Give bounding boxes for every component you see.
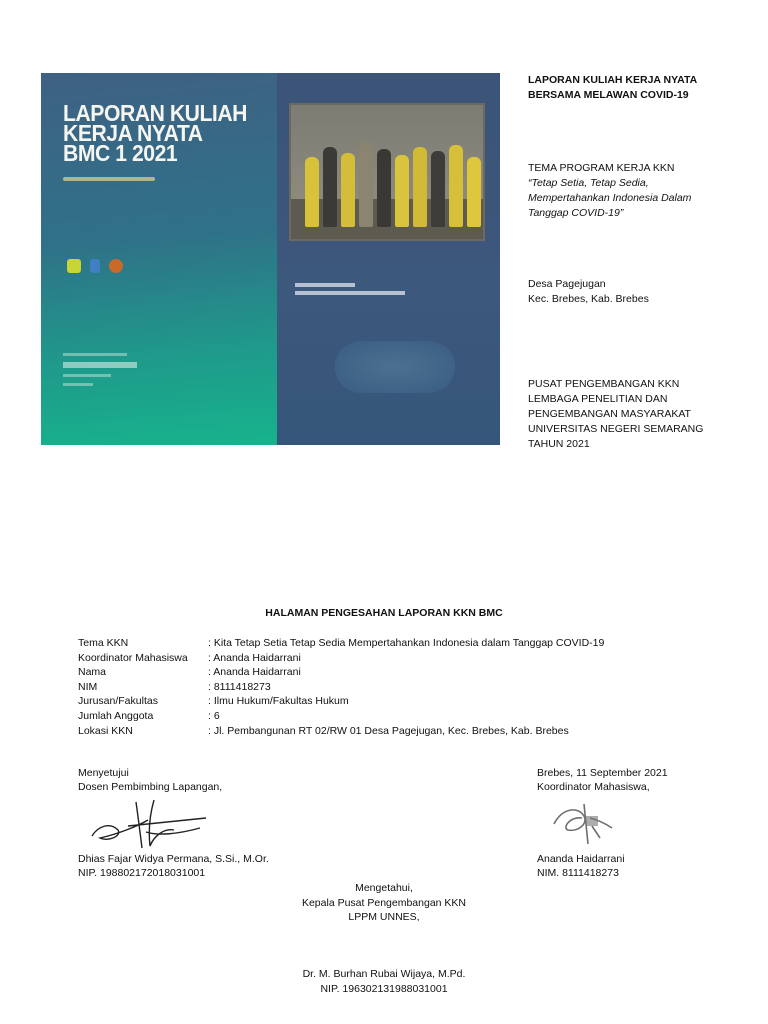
info-label: Jurusan/Fakultas	[78, 695, 158, 708]
cover-title	[63, 100, 247, 166]
info-label: Koordinator Mahasiswa	[78, 651, 188, 664]
info-value: : Ananda Haidarrani	[208, 666, 301, 679]
brebes-logo-icon	[109, 259, 123, 273]
info-label: Tema KKN	[78, 637, 129, 649]
info-value: : 8111418273	[208, 680, 271, 693]
location: Desa Pagejugan Kec. Brebes, Kab. Brebes	[528, 278, 649, 305]
approval-heading: HALAMAN PENGESAHAN LAPORAN KKN BMC	[265, 607, 503, 619]
acknowledgement-block: Mengetahui, Kepala Pusat Pengembangan KKN LPPM UNNES,	[301, 882, 467, 923]
cover-title-line: KERJA NYATA	[63, 120, 203, 146]
coordinator-name: Ananda Haidarrani	[537, 853, 625, 865]
group-photo	[289, 103, 485, 241]
coordinator-signature-icon	[548, 798, 618, 850]
info-label: Lokasi KKN	[78, 724, 133, 737]
program-theme: TEMA PROGRAM KERJA KKN “Tetap Setia, Tetap Sedia, Mempertahankan Indonesia Dalam Tanggap COVID-19”	[528, 162, 692, 219]
supervisor-approval-label: Menyetujui	[78, 767, 129, 779]
photo-caption-blur	[295, 283, 405, 295]
info-value: : Jl. Pembangunan RT 02/RW 01 Desa Pagejugan, Kec. Brebes, Kab. Brebes	[208, 724, 569, 737]
cover-title-line: BMC 1 2021	[63, 140, 178, 166]
coordinator-role: Koordinator Mahasiswa,	[537, 781, 650, 793]
cover-title-line: LAPORAN KULIAH	[63, 100, 247, 126]
cover-logos	[67, 259, 129, 273]
head-signatory	[0, 967, 768, 996]
unnes-logo-icon	[67, 259, 81, 273]
coordinator-nim: NIM. 8111418273	[537, 867, 619, 879]
info-value: : Ilmu Hukum/Fakultas Hukum	[208, 695, 349, 708]
supervisor-name: Dhias Fajar Widya Permana, S.Si., M.Or.	[78, 853, 269, 865]
supervisor-nip: NIP. 198802172018031001	[78, 867, 206, 879]
cover-footer-blur	[63, 353, 137, 386]
partner-logo-icon	[90, 259, 100, 273]
head-name: Dr. M. Burhan Rubai Wijaya, M.Pd.	[302, 968, 466, 980]
info-label: NIM	[78, 680, 98, 693]
supervisor-signature-icon	[88, 796, 218, 854]
info-value: : Kita Tetap Setia Tetap Sedia Mempertahankan Indonesia dalam Tanggap COVID-19	[208, 637, 605, 649]
cover-image	[41, 73, 500, 445]
cover-subtitle-blur	[63, 177, 155, 181]
info-label: Nama	[78, 666, 107, 679]
cover-left-panel	[41, 73, 277, 445]
info-value: : Ananda Haidarrani	[208, 651, 301, 664]
sign-date: Brebes, 11 September 2021	[537, 767, 668, 779]
info-value: : 6	[208, 709, 220, 722]
institution: PUSAT PENGEMBANGAN KKN LEMBAGA PENELITIAN DAN PENGEMBANGAN MASYARAKAT UNIVERSITAS NEGERI SEMARANG TAHUN 2021	[528, 378, 704, 450]
supervisor-role: Dosen Pembimbing Lapangan,	[78, 781, 223, 793]
cover-decoration	[335, 341, 455, 393]
cover-right-panel	[277, 73, 500, 445]
info-label: Jumlah Anggota	[78, 709, 154, 722]
report-title: LAPORAN KULIAH KERJA NYATA BERSAMA MELAWAN COVID-19	[528, 74, 698, 101]
head-nip: NIP. 196302131988031001	[320, 982, 448, 995]
